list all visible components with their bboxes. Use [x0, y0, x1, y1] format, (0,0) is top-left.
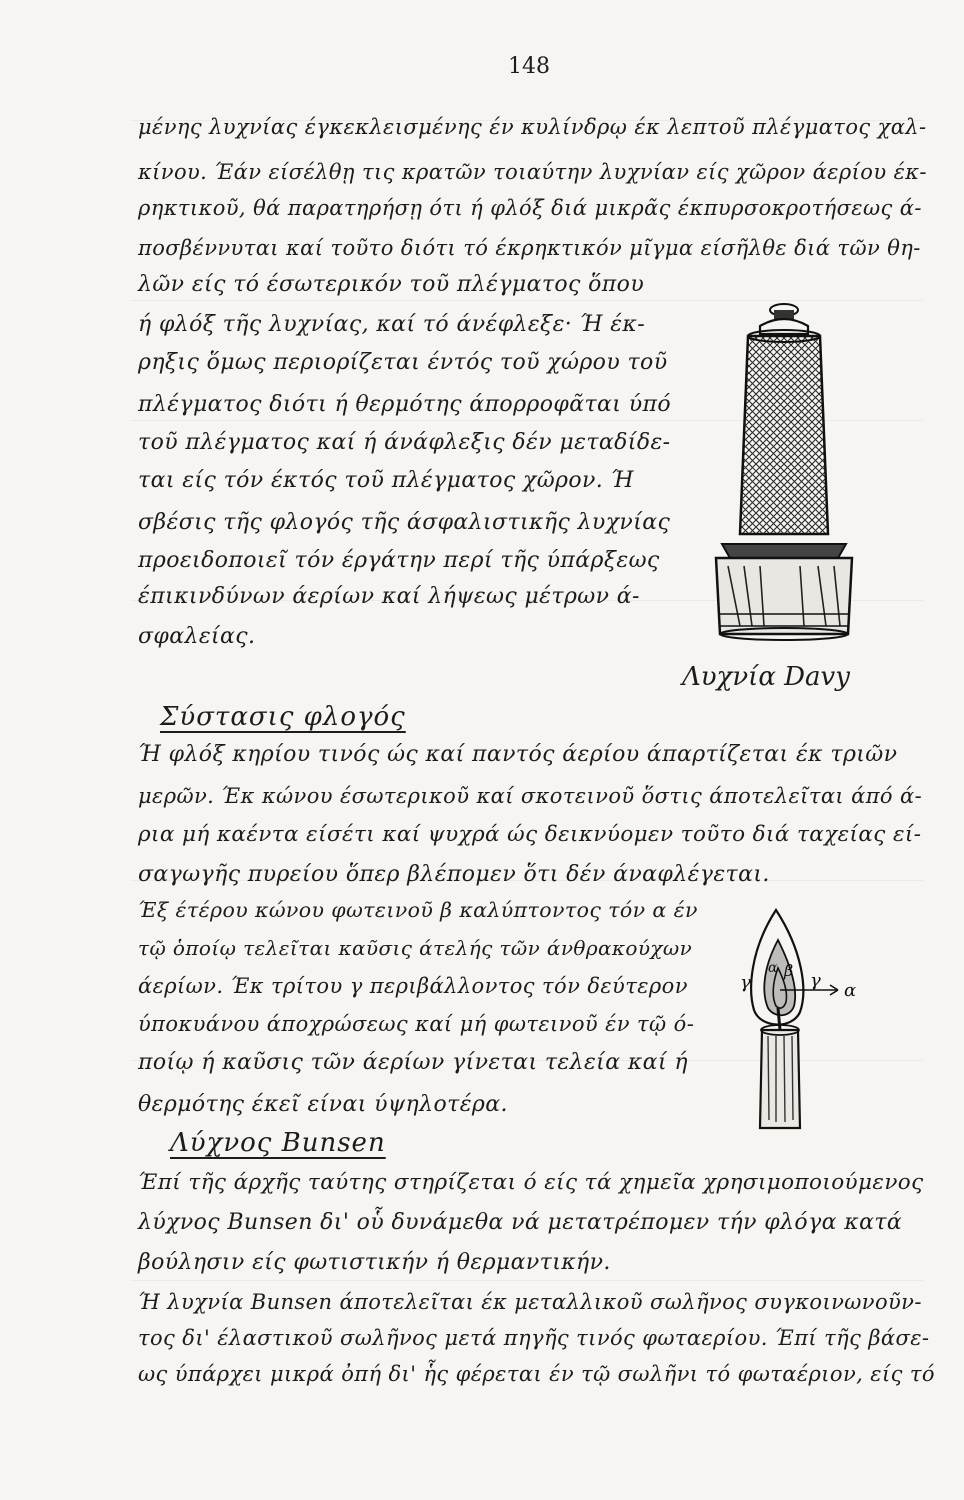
text-line: ύποκυάνου άποχρώσεως καί μή φωτεινοῦ έν τῷ ό- [138, 1012, 695, 1036]
text-line: ποίῳ ή καῦσις τῶν άερίων γίνεται τελεία καί ή [138, 1050, 688, 1075]
flame-label-gamma-left: γ [740, 972, 751, 993]
text-line: έπικινδύνων άερίων καί λήψεως μέτρων ά- [138, 584, 640, 609]
text-line: ως ύπάρχει μικρά ὀπή δι' ἧς φέρεται έν τῷ σωλῆνι τό φωταέριον, είς τό [138, 1362, 935, 1386]
text-line: πλέγματος διότι ή θερμότης άπορροφᾶται ύπό [138, 392, 671, 417]
section-heading-flame: Σύστασις φλογός [160, 702, 406, 732]
text-line: ρηκτικοῦ, θά παρατηρήσῃ ότι ή φλόξ διά μικρᾶς έκπυρσοκροτήσεως ά- [138, 196, 922, 220]
text-line: ρια μή καέντα είσέτι καί ψυχρά ώς δεικνύομεν τοῦτο διά ταχείας εί- [138, 822, 922, 847]
flame-label-gamma-right: γ [810, 970, 821, 991]
text-line: ποσβέννυται καί τοῦτο διότι τό έκρηκτικόν μῖγμα είσῆλθε διά τῶν θη- [138, 236, 921, 260]
text-line: μένης λυχνίας έγκεκλεισμένης έν κυλίνδρῳ έκ λεπτοῦ πλέγματος χαλ- [138, 115, 927, 139]
text-line: σφαλείας. [138, 624, 256, 649]
text-line: Έπί τῆς άρχῆς ταύτης στηρίζεται ό είς τά χημεῖα χρησιμοποιούμενος [138, 1170, 924, 1195]
text-line: τῷ ὁποίῳ τελεῖται καῦσις άτελής τῶν άνθρακούχων [138, 936, 693, 960]
text-line: ή φλόξ τῆς λυχνίας, καί τό άνέφλεξε· Ή έκ- [138, 312, 646, 337]
section-heading-bunsen: Λύχνος Bunsen [170, 1128, 386, 1158]
text-line: λύχνος Bunsen δι' οὗ δυνάμεθα νά μετατρέπομεν τήν φλόγα κατά [138, 1210, 903, 1235]
text-line: ται είς τόν έκτός τοῦ πλέγματος χῶρον. Ή [138, 468, 634, 493]
page-number: 148 [508, 54, 550, 79]
candle-flame-figure [720, 890, 880, 1130]
flame-label-alpha-arrow: α [844, 980, 857, 1001]
text-line: βούλησιν είς φωτιστικήν ή θερμαντικήν. [138, 1250, 611, 1275]
text-line: θερμότης έκεῖ είναι ύψηλοτέρα. [138, 1092, 508, 1117]
text-line: σβέσις τῆς φλογός τῆς άσφαλιστικῆς λυχνίας [138, 510, 671, 535]
text-line: ρηξις ὅμως περιορίζεται έντός τοῦ χώρου τοῦ [138, 350, 668, 375]
text-line: Ή λυχνία Bunsen άποτελεῖται έκ μεταλλικοῦ σωλῆνος συγκοινωνοῦν- [138, 1290, 922, 1314]
lamp-caption: Λυχνία Davy [682, 662, 850, 692]
flame-label-alpha-top: α [768, 960, 778, 976]
text-line: προειδοποιεῖ τόν έργάτην περί τῆς ύπάρξεως [138, 548, 660, 573]
davy-lamp-figure [700, 296, 870, 646]
text-line: μερῶν. Έκ κώνου έσωτερικοῦ καί σκοτεινοῦ ὅστις άποτελεῖται άπό ά- [138, 784, 923, 808]
text-line: Έξ έτέρου κώνου φωτεινοῦ β καλύπτοντος τόν α έν [138, 898, 698, 922]
text-line: τος δι' έλαστικοῦ σωλῆνος μετά πηγῆς τινός φωταερίου. Έπί τῆς βάσε- [138, 1326, 930, 1350]
text-line: άερίων. Έκ τρίτου γ περιβάλλοντος τόν δεύτερον [138, 974, 688, 998]
flame-label-beta: β [784, 961, 794, 980]
text-line: σαγωγῆς πυρείου ὅπερ βλέπομεν ὅτι δέν άναφλέγεται. [138, 862, 770, 887]
text-line: λῶν είς τό έσωτερικόν τοῦ πλέγματος ὅπου [138, 272, 645, 297]
text-line: τοῦ πλέγματος καί ή άνάφλεξις δέν μεταδίδε- [138, 430, 671, 455]
text-line: Ή φλόξ κηρίου τινός ώς καί παντός άερίου άπαρτίζεται έκ τριῶν [138, 742, 898, 767]
text-line: κίνου. Έάν είσέλθῃ τις κρατῶν τοιαύτην λυχνίαν είς χῶρον άερίου έκ- [138, 160, 927, 184]
